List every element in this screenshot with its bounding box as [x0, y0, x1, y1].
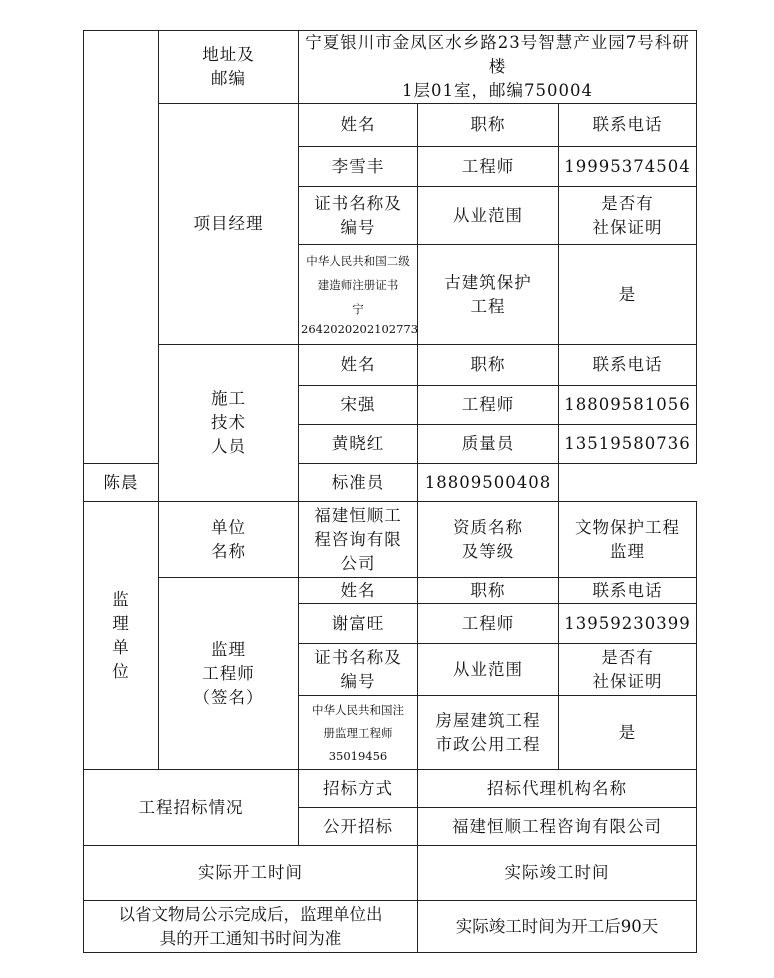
start-time-value: 以省文物局公示完成后，监理单位出 具的开工通知书时间为准 [84, 901, 418, 953]
address-value: 宁夏银川市金凤区水乡路23号智慧产业园7号科研楼 1层01室，邮编750004 [299, 31, 697, 104]
pm-scope-header: 从业范围 [418, 187, 559, 245]
sup-name: 谢富旺 [299, 604, 418, 644]
bidding-label: 工程招标情况 [84, 770, 299, 846]
pm-name: 李雪丰 [299, 147, 418, 187]
tech-row-2-title: 质量员 [418, 425, 559, 464]
tech-header-phone: 联系电话 [559, 345, 697, 386]
sup-scope-header: 从业范围 [418, 644, 559, 696]
bidding-agency-header: 招标代理机构名称 [418, 770, 697, 808]
tech-row-1-title: 工程师 [418, 386, 559, 425]
tech-row-1-name: 宋强 [299, 386, 418, 425]
sup-header-title: 职称 [418, 578, 559, 604]
address-label: 地址及 邮编 [159, 31, 299, 104]
pm-cert-header: 证书名称及 编号 [299, 187, 418, 245]
start-time-header: 实际开工时间 [84, 846, 418, 901]
sup-scope-value: 房屋建筑工程 市政公用工程 [418, 696, 559, 770]
tech-row-1-phone: 18809581056 [559, 386, 697, 425]
sup-phone: 13959230399 [559, 604, 697, 644]
sup-cert-header: 证书名称及 编号 [299, 644, 418, 696]
supervision-engineer-label: 监理 工程师 （签名） [159, 578, 299, 770]
sup-header-name: 姓名 [299, 578, 418, 604]
supervision-qual-value: 文物保护工程 监理 [559, 502, 697, 578]
tech-row-2-phone: 13519580736 [559, 425, 697, 464]
pm-header-name: 姓名 [299, 104, 418, 147]
sup-cert-value: 中华人民共和国注 册监理工程师 35019456 [299, 696, 418, 770]
pm-social-value: 是 [559, 245, 697, 345]
pm-scope-value: 古建筑保护 工程 [418, 245, 559, 345]
sup-social-header: 是否有 社保证明 [559, 644, 697, 696]
tech-header-name: 姓名 [299, 345, 418, 386]
bidding-agency-value: 福建恒顺工程咨询有限公司 [418, 808, 697, 846]
end-time-header: 实际竣工时间 [418, 846, 697, 901]
sup-title: 工程师 [418, 604, 559, 644]
end-time-value: 实际竣工时间为开工后90天 [418, 901, 697, 953]
pm-title: 工程师 [418, 147, 559, 187]
sup-header-phone: 联系电话 [559, 578, 697, 604]
supervision-label: 监 理 单 位 [84, 502, 159, 770]
supervision-unit-label: 单位 名称 [159, 502, 299, 578]
tech-row-3-phone: 18809500408 [418, 464, 559, 502]
pm-header-phone: 联系电话 [559, 104, 697, 147]
supervision-qual-label: 资质名称 及等级 [418, 502, 559, 578]
project-info-table [83, 30, 697, 953]
tech-row-3-name: 陈晨 [84, 464, 159, 502]
pm-social-header: 是否有 社保证明 [559, 187, 697, 245]
bidding-method-header: 招标方式 [299, 770, 418, 808]
pm-phone: 19995374504 [559, 147, 697, 187]
project-manager-label: 项目经理 [159, 104, 299, 345]
sup-social-value: 是 [559, 696, 697, 770]
pm-cert-value: 中华人民共和国二级 建造师注册证书 宁2642020202102773 [299, 245, 418, 345]
tech-row-3-title: 标准员 [299, 464, 418, 502]
bidding-method-value: 公开招标 [299, 808, 418, 846]
supervision-unit-name: 福建恒顺工 程咨询有限 公司 [299, 502, 418, 578]
pm-header-title: 职称 [418, 104, 559, 147]
tech-header-title: 职称 [418, 345, 559, 386]
tech-staff-label: 施工 技术 人员 [159, 345, 299, 502]
tech-row-2-name: 黄晓红 [299, 425, 418, 464]
left-blank-cell [84, 31, 159, 464]
